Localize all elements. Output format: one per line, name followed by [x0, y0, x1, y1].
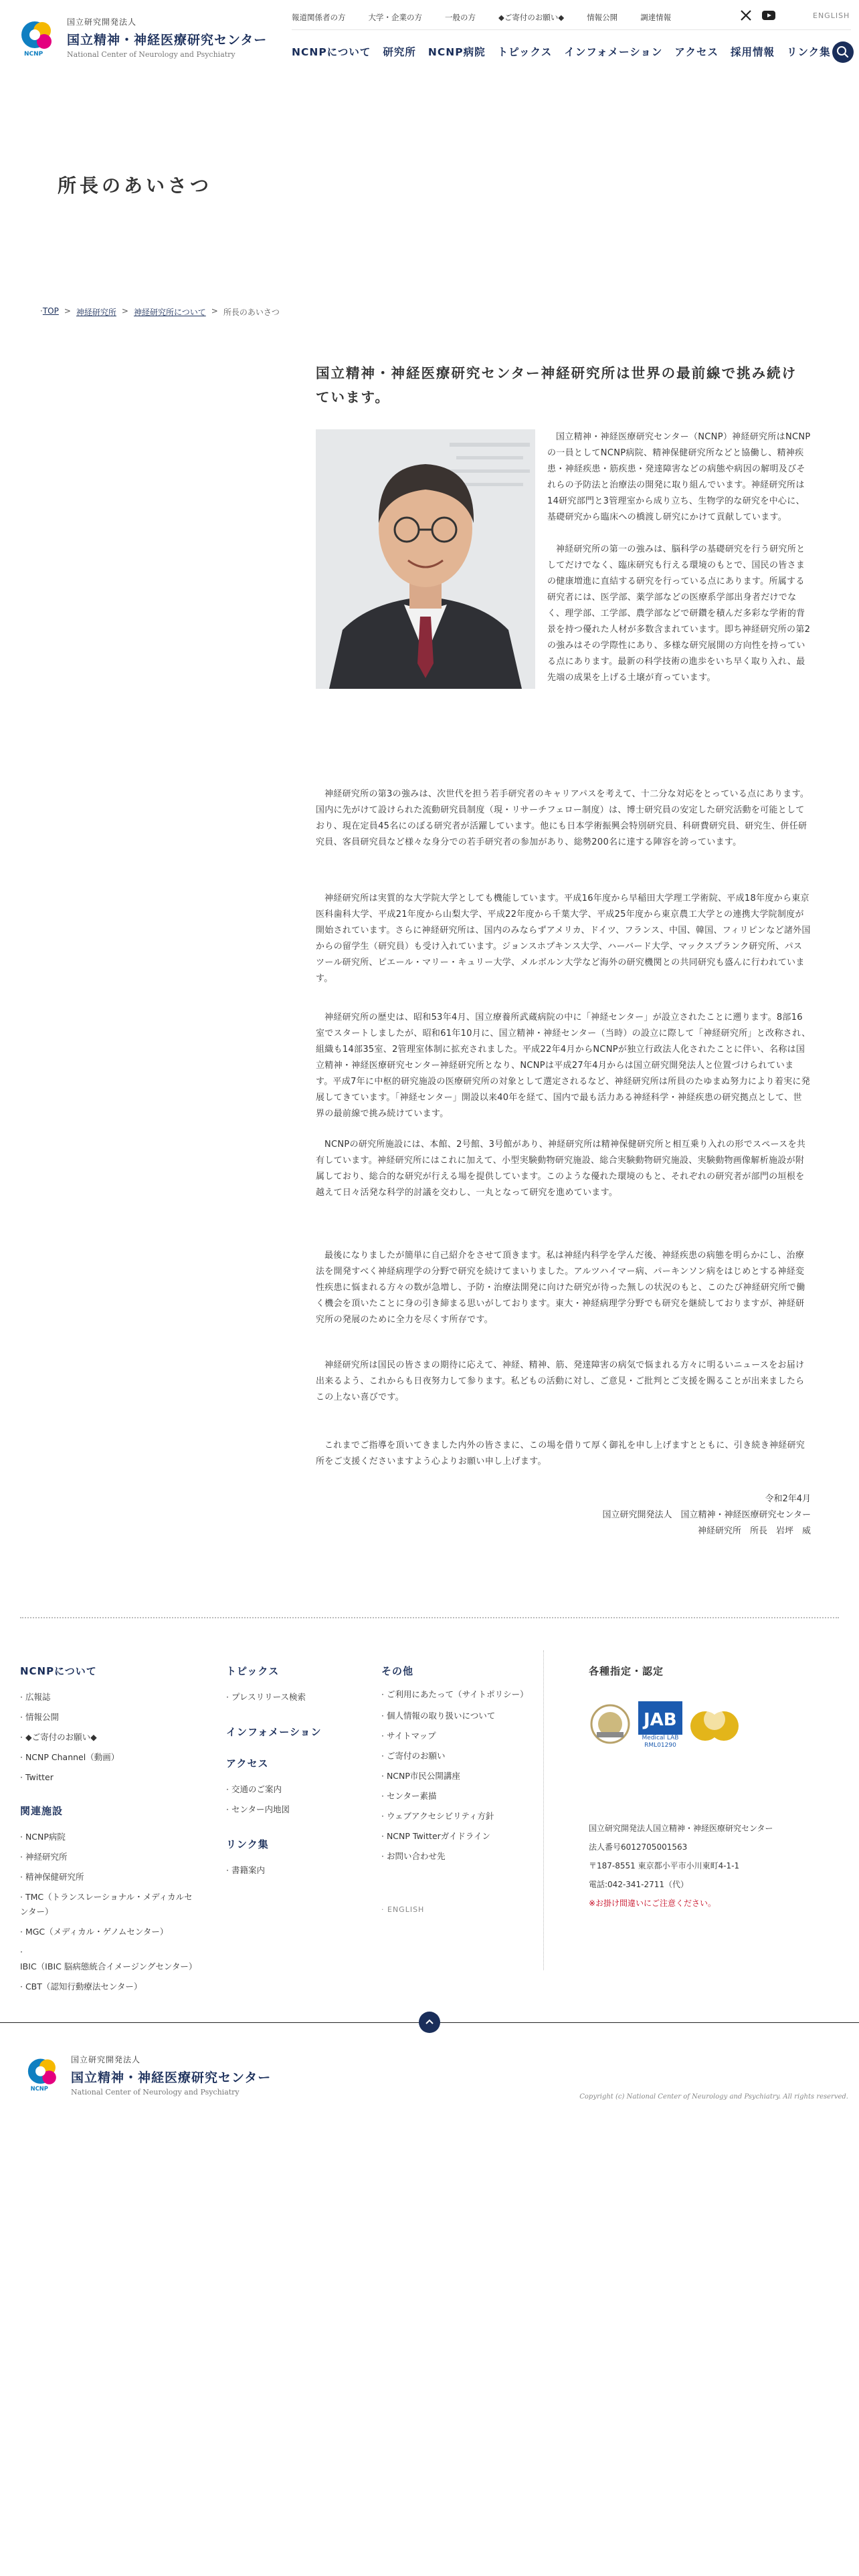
footer-link[interactable]: · TMC（トランスレーショナル・メディカルセンター）	[20, 1892, 193, 1917]
signature	[603, 1491, 811, 1539]
footer-link[interactable]: · NCNP Channel（動画）	[20, 1752, 120, 1762]
footer-link[interactable]: · センター内地図	[226, 1804, 290, 1814]
info-org: 国立研究開発法人国立精神・神経医療研究センター	[589, 1824, 773, 1833]
ncnp-logo-icon	[20, 16, 60, 58]
footer-link[interactable]: · センター素描	[381, 1791, 437, 1801]
footer-link[interactable]: · ご寄付のお願い	[381, 1751, 446, 1761]
breadcrumb-top[interactable]: TOP	[42, 306, 59, 316]
footer-link[interactable]: · NCNP病院	[20, 1832, 66, 1842]
copyright: Copyright (c) National Center of Neurology and Psychiatry. All rights reserved.	[579, 2093, 848, 2101]
footer-link[interactable]: · サイトマップ	[381, 1731, 436, 1741]
footer-col-certifications	[589, 1664, 843, 1749]
footer-heading-certifications: 各種指定・認定	[589, 1665, 664, 1677]
article-paragraph: 神経研究所は実質的な大学院大学としても機能しています。平成16年度から早稲田大学理工学術院、平成18年度から東京医科歯科大学、平成21年度から山梨大学、平成22年度から千葉大学、平成25年度から東京農工大学との連携大学院制度が開始されています。さらに神経研究所は、国内のみならずアメリカ、ドイツ、フランス、中国、韓国、フィリピンなど諸外国からの留学生（研究員）も受け入れています。ジョンスホプキンス大学、ハーバード大学、マックスプランク研究所、パスツール研究所、ピエール・マリー・キュリー大学、メルボルン大学など海外の研究機関との共同研究も盛んに行われています。	[316, 893, 811, 984]
article-body-first	[316, 429, 811, 694]
certification-badges	[589, 1701, 843, 1749]
footer-link[interactable]: · MGC（メディカル・ゲノムセンター）	[20, 1927, 169, 1937]
info-tel[interactable]: 電話:042-341-2711（代）	[589, 1880, 689, 1889]
ncnp-logo-icon	[27, 2054, 64, 2092]
chevron-up-icon	[419, 2012, 440, 2033]
cap-certification-icon	[689, 1701, 740, 1749]
logo-text	[67, 16, 267, 59]
logo-small-text: 国立研究開発法人	[67, 17, 137, 27]
nav-links[interactable]: リンク集	[786, 46, 831, 58]
footer-link[interactable]: · NCNP市民公開講座	[381, 1771, 460, 1781]
footer-link[interactable]: · 書籍案内	[226, 1865, 265, 1875]
site-header	[0, 0, 859, 80]
footer-divider	[20, 1617, 839, 1618]
footer-link[interactable]: · 精神保健研究所	[20, 1872, 84, 1882]
footer-link[interactable]: · CBT（認知行動療法センター）	[20, 1981, 142, 1992]
article-paragraph: NCNPの研究所施設には、本館、2号館、3号館があり、神経研究所は精神保健研究所と相互乗り入れの形でスペースを共有しています。神経研究所にはこれに加えて、小型実験動物研究施設、総合実験動物研究施設、実験動物画像解析施設が附属しており、総合的な研究が行える場を提供しています。このような優れた環境のもと、それぞれの研究者が部門の垣根を越えて日々活発な科学的討議を交わし、一丸となって研究を進めています。	[316, 1140, 806, 1198]
signature-org: 国立研究開発法人 国立精神・神経医療研究センター	[602, 1510, 811, 1520]
footer-link[interactable]: · IBIC（IBIC 脳病態統合イメージングセンター）	[20, 1947, 197, 1971]
info-address: 〒187-8551 東京都小平市小川東町4-1-1	[589, 1861, 740, 1870]
footer-heading-information[interactable]: インフォメーション	[226, 1726, 322, 1738]
hospital-certification-icon	[589, 1703, 632, 1747]
footer-link[interactable]: · 広報誌	[20, 1692, 51, 1702]
util-link-public[interactable]: 一般の方	[445, 13, 476, 22]
footer-link[interactable]: · 交通のご案内	[226, 1784, 282, 1794]
footer-english-link[interactable]: · ENGLISH	[381, 1905, 425, 1914]
info-corporate-number: 法人番号6012705001563	[589, 1842, 688, 1852]
svg-text:NCNP: NCNP	[24, 51, 43, 58]
util-link-press[interactable]: 報道関係者の方	[292, 13, 346, 22]
english-link[interactable]: ENGLISH	[813, 11, 850, 20]
x-twitter-icon[interactable]	[740, 9, 752, 24]
footer-bottom	[0, 2022, 859, 2129]
youtube-icon[interactable]	[761, 9, 776, 24]
signature-date: 令和2年4月	[765, 1494, 811, 1504]
footer-link[interactable]: · NCNP Twitterガイドライン	[381, 1831, 491, 1841]
footer-link[interactable]: · 情報公開	[20, 1712, 59, 1722]
util-link-university[interactable]: 大学・企業の方	[368, 13, 422, 22]
footer-heading-facilities[interactable]: 関連施設	[20, 1805, 64, 1817]
article-paragraph: 最後になりましたが簡単に自己紹介をさせて頂きます。私は神経内科学を学んだ後、神経疾患の病態を明らかにし、治療法を開発すべく神経病理学の分野で研究を続けてまいりました。アルツハイマー病、パーキンソン病をはじめとする神経変性疾患に悩まれる方々の数が急増し、予防・治療法開発に向けた研究が待った無しの状況のもと、このたび神経研究所で働く機会を頂いたことに身の引き締まる思いがしております。東大・神経病理学分野でも研究を継続しておりますが、神経研究所の発展のために全力を尽くす所存です。	[316, 1251, 805, 1325]
footer-heading-topics[interactable]: トピックス	[226, 1665, 280, 1677]
social-links	[740, 9, 776, 24]
article-paragraph: 国立精神・神経医療研究センター（NCNP）神経研究所はNCNPの一員としてNCNP病院、精神保健研究所などと協働し、精神疾患・神経疾患・筋疾患・発達障害などの病態や病因の解明及びそれらの予防法と治療法の開発に取り組んでいます。神経研究所は14研究部門と3管理室から成り立ち、生物学的な研究を中心に、基礎研究から臨床への橋渡し研究にかけて貢献しています。	[547, 432, 811, 522]
util-link-procurement[interactable]: 調達情報	[640, 13, 672, 22]
article-lead: 国立精神・神経医療研究センター神経研究所は世界の最前線で挑み続けています。	[316, 365, 797, 405]
utility-nav	[292, 12, 694, 23]
nav-institute[interactable]: 研究所	[383, 46, 416, 58]
logo-en-text: National Center of Neurology and Psychiatry	[67, 50, 235, 59]
breadcrumb-institute[interactable]: 神経研究所	[76, 308, 116, 317]
footer-link[interactable]: · お問い合わせ先	[381, 1851, 446, 1861]
breadcrumb-current: 所長のあいさつ	[223, 308, 280, 317]
main-nav	[292, 44, 843, 59]
nav-hospital[interactable]: NCNP病院	[427, 46, 486, 58]
footer-heading-links[interactable]: リンク集	[226, 1838, 269, 1850]
util-link-donation[interactable]: ◆ご寄付のお願い◆	[498, 13, 565, 22]
svg-text:NCNP: NCNP	[30, 2085, 48, 2092]
footer-link[interactable]: · ウェブアクセシビリティ方針	[381, 1811, 494, 1821]
footer-heading-about[interactable]: NCNPについて	[20, 1665, 97, 1677]
nav-access[interactable]: アクセス	[674, 46, 719, 58]
svg-text:JAB: JAB	[644, 1709, 677, 1730]
article-paragraph: 神経研究所の歴史は、昭和53年4月、国立療養所武蔵病院の中に「神経センター」が設立されたことに遡ります。8部16室でスタートしましたが、昭和61年10月に、国立精神・神経センター（当時）の設立に際して「神経研究所」と改称され、組織も14部35室、2管理室体制に拡充されました。平成22年4月からNCNPが独立行政法人化されたことに伴い、名称は国立精神・神経医療研究センター神経研究所となり、NCNPは平成27年4月からは国立研究開発法人と位置づけられています。平成7年に中枢的研究施設の医療研究所の対象として選定されるなど、神経研究所は所員のたゆまぬ努力により着実に発展してきています。「神経センター」開設以来40年を経て、国内で最も活力ある神経科学・神経疾患の研究拠点として、世界の最前線で挑み続けています。	[316, 1012, 811, 1119]
footer-link[interactable]: · ご利用にあたって（サイトポリシー）	[381, 1689, 529, 1699]
breadcrumb: · TOP > 神経研究所 > 神経研究所について > 所長のあいさつ	[40, 306, 280, 317]
header-divider	[292, 29, 851, 30]
info-warning: ※お掛け間違いにご注意ください。	[589, 1899, 717, 1908]
logo-name-text: 国立精神・神経医療研究センター	[67, 33, 268, 47]
article-paragraph: 神経研究所の第一の強みは、脳科学の基礎研究を行う研究所としてだけでなく、臨床研究も行える環境のもとで、国民の皆さまの健康増進に直結する研究を行っている点にあります。所属する研究者には、医学部、薬学部などの医療系学部出身者だけでなく、理学部、工学部、農学部などで研鑽を積んだ多彩な学術的背景を持つ優れた人材が多数含まれています。即ち神経研究所の第2の強みはその学際性にあり、多様な研究展開の方向性を持っている点にあります。最新の科学技術の進歩をいち早く取り入れ、最先端の成果を上げる土壌が育っています。	[547, 544, 811, 683]
nav-recruit[interactable]: 採用情報	[730, 46, 775, 58]
jab-medical-lab-icon: JAB Medical LAB RML01290	[638, 1701, 682, 1749]
footer-link[interactable]: · ◆ご寄付のお願い◆	[20, 1732, 97, 1742]
footer-link[interactable]: · 神経研究所	[20, 1852, 68, 1862]
nav-about[interactable]: NCNPについて	[292, 46, 371, 58]
search-icon	[832, 41, 854, 63]
site-logo[interactable]	[20, 16, 267, 59]
article-paragraph: 神経研究所は国民の皆さまの期待に応えて、神経、精神、筋、発達障害の病気で悩まれる方々に明るいニュースをお届け出来るよう、これからも日夜努力して参ります。私どもの活動に対し、ご意見・ご批判とご支援を賜ることが出来ましたらこの上ない喜びです。	[316, 1360, 805, 1402]
organization-info	[589, 1819, 850, 1913]
footer-heading-other: その他	[381, 1665, 414, 1677]
footer-logo[interactable]: NCNP 国立研究開発法人 国立精神・神経医療研究センター National Center of Neurology and Psychiatry	[27, 2054, 271, 2097]
breadcrumb-about[interactable]: 神経研究所について	[133, 308, 206, 317]
footer-link[interactable]: · 個人情報の取り扱いについて	[381, 1711, 496, 1721]
footer-link[interactable]: · プレスリリース検索	[226, 1692, 306, 1702]
footer-link[interactable]: · Twitter	[20, 1772, 54, 1782]
article	[316, 361, 811, 1536]
footer-col-about	[20, 1664, 201, 1997]
util-link-disclosure[interactable]: 情報公開	[587, 13, 618, 22]
article-paragraph: これまでご指導を頂いてきました内外の皆さまに、この場を借りて厚く御礼を申し上げますとともに、引き続き神経研究所をご支援くださいますよう心よりお願い申し上げます。	[316, 1440, 805, 1467]
page-title: 所長のあいさつ	[58, 175, 213, 197]
footer-col-topics	[226, 1664, 360, 1881]
footer-col-other	[381, 1664, 529, 1920]
article-paragraph: 神経研究所の第3の強みは、次世代を担う若手研究者のキャリアパスを考えて、十二分な対応をとっている点にあります。国内に先がけて設けられた流動研究員制度（現・リサーチフェロー制度）は、博士研究員の安定した研究活動を可能としており、現在定員45名にのぼる研究者が活躍しています。他にも日本学術振興会特別研究員、科研費研究員、研究生、併任研究員、客員研究員など様々な身分での若手研究者の参加があり、総勢200名に達する陣容を誇っています。	[316, 789, 809, 847]
page-top-button[interactable]	[419, 2012, 440, 2033]
footer-column-divider	[543, 1650, 544, 1970]
footer-heading-access[interactable]: アクセス	[226, 1757, 269, 1769]
nav-topics[interactable]: トピックス	[497, 46, 553, 58]
signature-name: 神経研究所 所長 岩坪 威	[697, 1526, 811, 1536]
search-button[interactable]	[832, 41, 854, 63]
nav-information[interactable]: インフォメーション	[564, 46, 663, 58]
